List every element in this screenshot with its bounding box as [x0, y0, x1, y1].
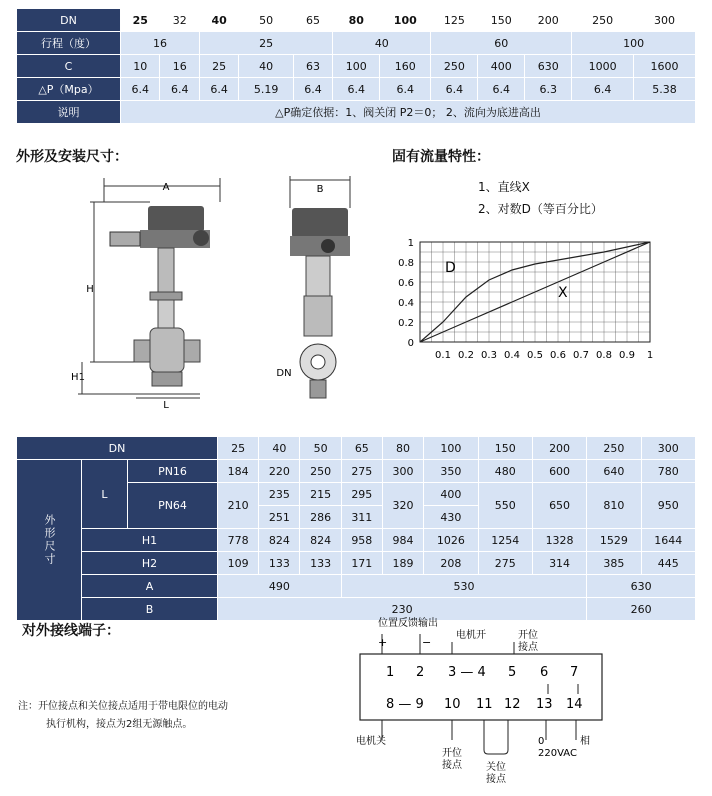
- cell: 50: [300, 437, 341, 460]
- spec-table: [16, 8, 696, 124]
- cell: 208: [424, 552, 478, 575]
- cell: 6.3: [525, 78, 572, 101]
- x-tick-label: 0.7: [573, 350, 589, 361]
- valve-drawing-side: [270, 172, 360, 412]
- terminal-11: 11: [476, 697, 493, 712]
- table-row: [17, 575, 696, 598]
- cell: 824: [300, 529, 341, 552]
- table-row: [17, 78, 696, 101]
- cell: 385: [587, 552, 641, 575]
- table-row: [17, 552, 696, 575]
- terminal-8-9: 8 — 9: [386, 697, 424, 712]
- flow-legend-1: 1、直线X: [478, 180, 530, 194]
- x-tick-label: 0.4: [504, 350, 520, 361]
- label-h: H: [86, 284, 94, 295]
- cell: 10: [121, 55, 160, 78]
- cell: 25: [199, 55, 238, 78]
- x-tick-label: 0.9: [619, 350, 635, 361]
- b-label: B: [82, 598, 218, 621]
- cell: 6.4: [380, 78, 431, 101]
- cell: 260: [587, 598, 696, 621]
- cell: 400: [478, 55, 525, 78]
- feedback-label: 位置反馈输出: [378, 618, 438, 629]
- cell: 630: [525, 55, 572, 78]
- cell: 40: [333, 32, 431, 55]
- cell: 6.4: [333, 78, 380, 101]
- cell: 60: [431, 32, 572, 55]
- cell: 40: [239, 55, 293, 78]
- cell: 200: [525, 9, 572, 32]
- cell: 1529: [587, 529, 641, 552]
- cell: 530: [341, 575, 587, 598]
- cell: 300: [382, 460, 423, 483]
- terminal-2: 2: [416, 665, 425, 680]
- x-tick-label: 0.2: [458, 350, 474, 361]
- table-row: [17, 101, 696, 124]
- cell: 250: [587, 437, 641, 460]
- x-tick-label: 0.8: [596, 350, 612, 361]
- cell: 171: [341, 552, 382, 575]
- cell: 150: [478, 437, 532, 460]
- cell: 1254: [478, 529, 532, 552]
- table-row: [17, 55, 696, 78]
- flow-chart: [380, 236, 670, 370]
- cell: 810: [587, 483, 641, 529]
- motor-close-label: 电机关: [356, 736, 386, 747]
- cell: 286: [300, 506, 341, 529]
- y-tick-label: 0.2: [398, 318, 414, 329]
- cell: 300: [634, 9, 696, 32]
- cell: 550: [478, 483, 532, 529]
- pn64-label: PN64: [128, 483, 218, 529]
- y-tick-label: 0.6: [398, 278, 414, 289]
- cell: 630: [587, 575, 696, 598]
- y-tick-label: 0.8: [398, 258, 414, 269]
- table-row: [17, 9, 696, 32]
- plus-sign: +: [378, 636, 388, 649]
- table-row: [17, 460, 696, 483]
- cell: 133: [300, 552, 341, 575]
- curve-label-x: X: [558, 285, 568, 301]
- cell: 109: [218, 552, 259, 575]
- cell: 275: [478, 552, 532, 575]
- cell: 300: [641, 437, 695, 460]
- dimension-table: [16, 436, 696, 621]
- pn16-label: PN16: [128, 460, 218, 483]
- cell: 780: [641, 460, 695, 483]
- cell: 6.4: [199, 78, 238, 101]
- cell: 250: [431, 55, 478, 78]
- open-contact-label: 接点: [518, 642, 538, 653]
- dimensions-title: 外形及安装尺寸：: [16, 149, 128, 165]
- cell: 400: [424, 483, 478, 506]
- terminal-3-4: 3 — 4: [448, 665, 486, 680]
- cell: 480: [478, 460, 532, 483]
- cell: 275: [341, 460, 382, 483]
- note-line-2: 执行机构，接点为2组无源触点。: [46, 719, 193, 730]
- motor-open-label: 电机开: [456, 630, 486, 641]
- x-tick-label: 0.3: [481, 350, 497, 361]
- cell: 311: [341, 506, 382, 529]
- cell: 778: [218, 529, 259, 552]
- cell: 189: [382, 552, 423, 575]
- cell: 6.4: [160, 78, 199, 101]
- h2-label: H2: [82, 552, 218, 575]
- terminal-13: 13: [536, 697, 553, 712]
- cell: 100: [380, 9, 431, 32]
- cell: 600: [532, 460, 586, 483]
- cell: 650: [532, 483, 586, 529]
- cell: 25: [199, 32, 332, 55]
- cell: 430: [424, 506, 478, 529]
- x-tick-label: 0.1: [435, 350, 451, 361]
- cell: 490: [218, 575, 342, 598]
- cell: 984: [382, 529, 423, 552]
- cell: 350: [424, 460, 478, 483]
- side-label: 外形尺寸: [17, 460, 82, 621]
- h1-label: H1: [82, 529, 218, 552]
- terminal-1: 1: [386, 665, 395, 680]
- terminal-12: 12: [504, 697, 521, 712]
- cell: 25: [121, 9, 160, 32]
- cell: 150: [478, 9, 525, 32]
- voltage-label: 220VAC: [538, 748, 577, 759]
- cell: 25: [218, 437, 259, 460]
- curve-label-d: D: [445, 260, 456, 276]
- cell: 200: [532, 437, 586, 460]
- wiring-diagram: [352, 612, 612, 792]
- cell: 125: [431, 9, 478, 32]
- label-a: A: [162, 182, 170, 193]
- phase-label: 相: [580, 736, 590, 747]
- cell: 1328: [532, 529, 586, 552]
- cell: 445: [641, 552, 695, 575]
- y-tick-label: 0.4: [398, 298, 414, 309]
- cell: 50: [239, 9, 293, 32]
- cell: 958: [341, 529, 382, 552]
- y-tick-label: 1: [407, 238, 414, 249]
- row-label: C: [17, 55, 121, 78]
- cell: 16: [160, 55, 199, 78]
- cell: 63: [293, 55, 332, 78]
- cell: 230: [218, 598, 587, 621]
- dn-header: DN: [17, 437, 218, 460]
- label-b: B: [316, 184, 324, 195]
- cell: 6.4: [293, 78, 332, 101]
- note-line-1: 注：开位接点和关位接点适用于带电限位的电动: [18, 701, 228, 712]
- open-pos-label: 开位: [518, 630, 538, 641]
- cell: 1026: [424, 529, 478, 552]
- terminal-7: 7: [570, 665, 579, 680]
- cell: 1000: [572, 55, 634, 78]
- wiring-title: 对外接线端子：: [22, 623, 120, 639]
- terminal-10: 10: [444, 697, 461, 712]
- cell: 6.4: [431, 78, 478, 101]
- cell: 824: [259, 529, 300, 552]
- flow-title: 固有流量特性：: [392, 149, 490, 165]
- cell: 65: [293, 9, 332, 32]
- cell: 65: [341, 437, 382, 460]
- cell: 1600: [634, 55, 696, 78]
- row-label: DN: [17, 9, 121, 32]
- cell: 5.19: [239, 78, 293, 101]
- cell: 80: [382, 437, 423, 460]
- close-pos-label: 关位: [486, 762, 506, 773]
- cell: 250: [572, 9, 634, 32]
- cell: 250: [300, 460, 341, 483]
- row-label: 说明: [17, 101, 121, 124]
- cell: 251: [259, 506, 300, 529]
- cell: 6.4: [572, 78, 634, 101]
- flow-legend-2: 2、对数D（等百分比）: [478, 202, 603, 216]
- cell: 235: [259, 483, 300, 506]
- cell: 220: [259, 460, 300, 483]
- cell: 215: [300, 483, 341, 506]
- y-tick-label: 0: [407, 338, 414, 349]
- cell: 160: [380, 55, 431, 78]
- terminal-6: 6: [540, 665, 549, 680]
- x-tick-label: 0.6: [550, 350, 566, 361]
- label-l: L: [163, 400, 169, 411]
- cell: 100: [424, 437, 478, 460]
- open-contact-bottom-label: 接点: [442, 760, 462, 771]
- cell: 6.4: [121, 78, 160, 101]
- row-label: 行程（度）: [17, 32, 121, 55]
- cell: 100: [333, 55, 380, 78]
- cell: 950: [641, 483, 695, 529]
- cell: 100: [572, 32, 696, 55]
- cell: 320: [382, 483, 423, 529]
- valve-drawing-front: [70, 172, 230, 412]
- row-label: △P（Mpa）: [17, 78, 121, 101]
- table-row: [17, 437, 696, 460]
- cell: 5.38: [634, 78, 696, 101]
- x-tick-label: 1: [646, 350, 654, 361]
- cell: 40: [259, 437, 300, 460]
- cell: 133: [259, 552, 300, 575]
- cell: 16: [121, 32, 200, 55]
- terminal-14: 14: [566, 697, 583, 712]
- cell: 314: [532, 552, 586, 575]
- label-h1: H1: [71, 372, 85, 383]
- cell: 295: [341, 483, 382, 506]
- cell: 640: [587, 460, 641, 483]
- cell: 1644: [641, 529, 695, 552]
- a-label: A: [82, 575, 218, 598]
- x-tick-label: 0.5: [527, 350, 543, 361]
- cell: 32: [160, 9, 199, 32]
- cell: 40: [199, 9, 238, 32]
- terminal-5: 5: [508, 665, 517, 680]
- table-row: [17, 529, 696, 552]
- cell: △P确定依据：1、阀关闭 P2＝0； 2、流向为底进高出: [121, 101, 696, 124]
- open-pos-bottom-label: 开位: [442, 748, 462, 759]
- label-dn: DN: [276, 368, 292, 379]
- cell: 184: [218, 460, 259, 483]
- l-label: L: [82, 460, 128, 529]
- cell: 210: [218, 483, 259, 529]
- minus-sign: −: [422, 636, 432, 649]
- table-row: [17, 32, 696, 55]
- cell: 6.4: [478, 78, 525, 101]
- cell: 80: [333, 9, 380, 32]
- close-contact-label: 接点: [486, 774, 506, 785]
- zero-label: 0: [538, 736, 545, 747]
